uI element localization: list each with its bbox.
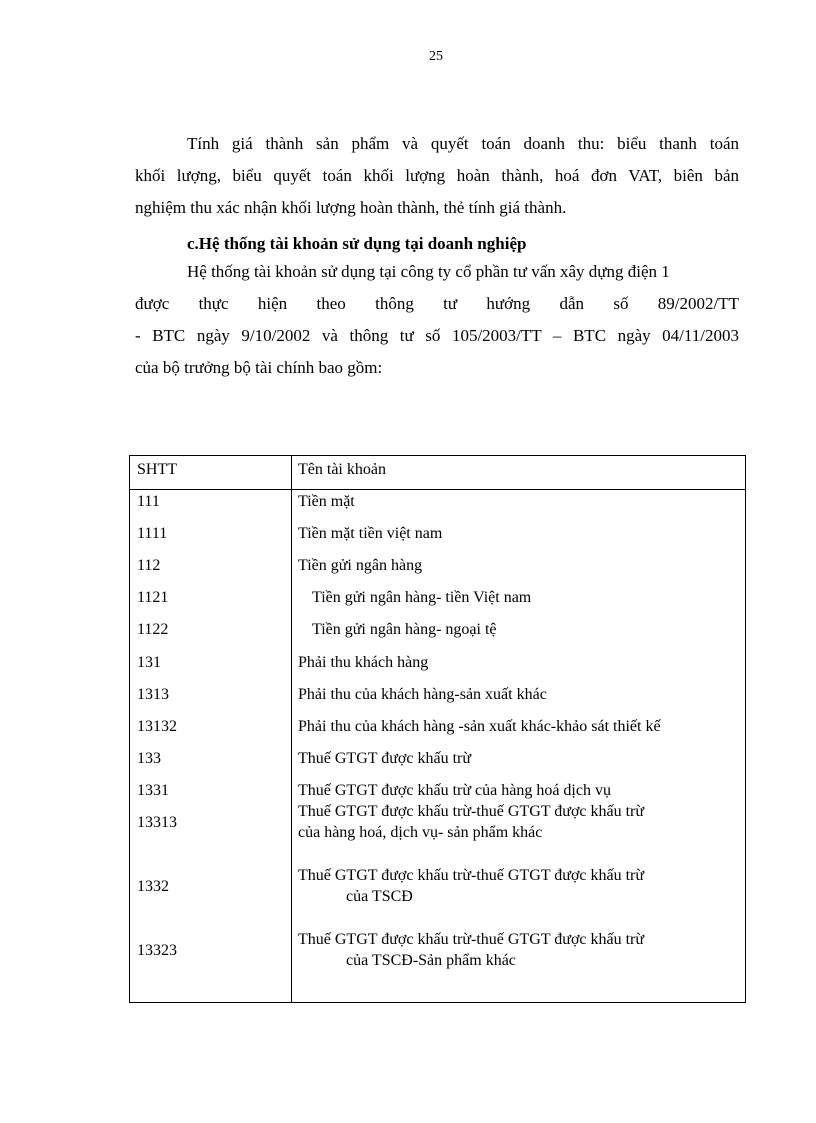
table-cell-code: 1111 (137, 525, 168, 542)
table-header-name: Tên tài khoản (298, 461, 386, 478)
table-cell-name: Thuế GTGT được khấu trừ của hàng hoá dịch vụ (298, 782, 611, 799)
table-cell-name: Tiền gửi ngân hàng- tiền Việt nam (312, 589, 532, 606)
table-cell-name: Thuế GTGT được khấu trừ (298, 750, 472, 767)
table-cell-code: 111 (137, 493, 160, 510)
paragraph-line: - BTC ngày 9/10/2002 và thông tư số 105/2003/TT – BTC ngày 04/11/2003 (135, 326, 739, 345)
table-header-code: SHTT (137, 461, 177, 478)
table-cell-name-line: Thuế GTGT được khấu trừ-thuế GTGT được khấu trừ (298, 931, 645, 948)
table-cell-code: 13323 (137, 942, 177, 959)
paragraph-line: được thực hiện theo thông tư hướng dẫn số 89/2002/TT (135, 294, 739, 313)
column-divider (291, 456, 292, 1002)
table-cell-name-line: Thuế GTGT được khấu trừ-thuế GTGT được khấu trừ (298, 803, 645, 820)
table-cell-code: 133 (137, 750, 161, 767)
table-cell-name: Tiền mặt (298, 493, 355, 510)
paragraph-line: của bộ trưởng bộ tài chính bao gồm: (135, 358, 383, 377)
table-cell-name-line: của hàng hoá, dịch vụ- sản phẩm khác (298, 824, 543, 841)
table-cell-name (298, 801, 644, 843)
table-cell-name: Phải thu của khách hàng -sản xuất khác-khảo sát thiết kế (298, 718, 661, 735)
table-cell-code: 1122 (137, 621, 169, 638)
header-divider (130, 489, 745, 490)
table-cell-code: 112 (137, 557, 161, 574)
table-cell-code: 1121 (137, 589, 169, 606)
table-cell-name-line: của TSCĐ (346, 888, 413, 905)
paragraph-line: Hệ thống tài khoản sử dụng tại công ty cổ phần tư vấn xây dựng điện 1 (187, 262, 670, 281)
paragraph-line: nghiệm thu xác nhận khối lượng hoàn thành, thẻ tính giá thành. (135, 198, 567, 217)
table-cell-code: 1331 (137, 782, 169, 799)
table-cell-name: Phải thu khách hàng (298, 654, 429, 671)
table-cell-code: 1332 (137, 878, 169, 895)
table-cell-code: 13313 (137, 814, 177, 831)
table-cell-name: Tiền gửi ngân hàng (298, 557, 423, 574)
table-cell-code: 1313 (137, 686, 169, 703)
table-cell-name (298, 865, 644, 907)
table-cell-code: 131 (137, 654, 161, 671)
table-cell-name: Phải thu của khách hàng-sản xuất khác (298, 686, 547, 703)
section-heading: c.Hệ thống tài khoản sử dụng tại doanh nghiệp (187, 234, 527, 253)
paragraph-account-system (135, 256, 739, 384)
paragraph-line: khối lượng, biểu quyết toán khối lượng hoàn thành, hoá đơn VAT, biên bản (135, 166, 739, 185)
page-number: 25 (429, 49, 443, 64)
table-cell-name: Tiền mặt tiền việt nam (298, 525, 443, 542)
table-cell-code: 13132 (137, 718, 177, 735)
paragraph-line: Tính giá thành sản phẩm và quyết toán doanh thu: biểu thanh toán (187, 134, 739, 153)
table-cell-name-line: của TSCĐ-Sản phẩm khác (346, 952, 516, 969)
table-cell-name (298, 929, 644, 971)
table-cell-name-line: Thuế GTGT được khấu trừ-thuế GTGT được khấu trừ (298, 867, 645, 884)
paragraph-documents (135, 128, 739, 224)
table-cell-name: Tiền gửi ngân hàng- ngoại tệ (312, 621, 497, 638)
accounts-table (129, 455, 746, 1003)
